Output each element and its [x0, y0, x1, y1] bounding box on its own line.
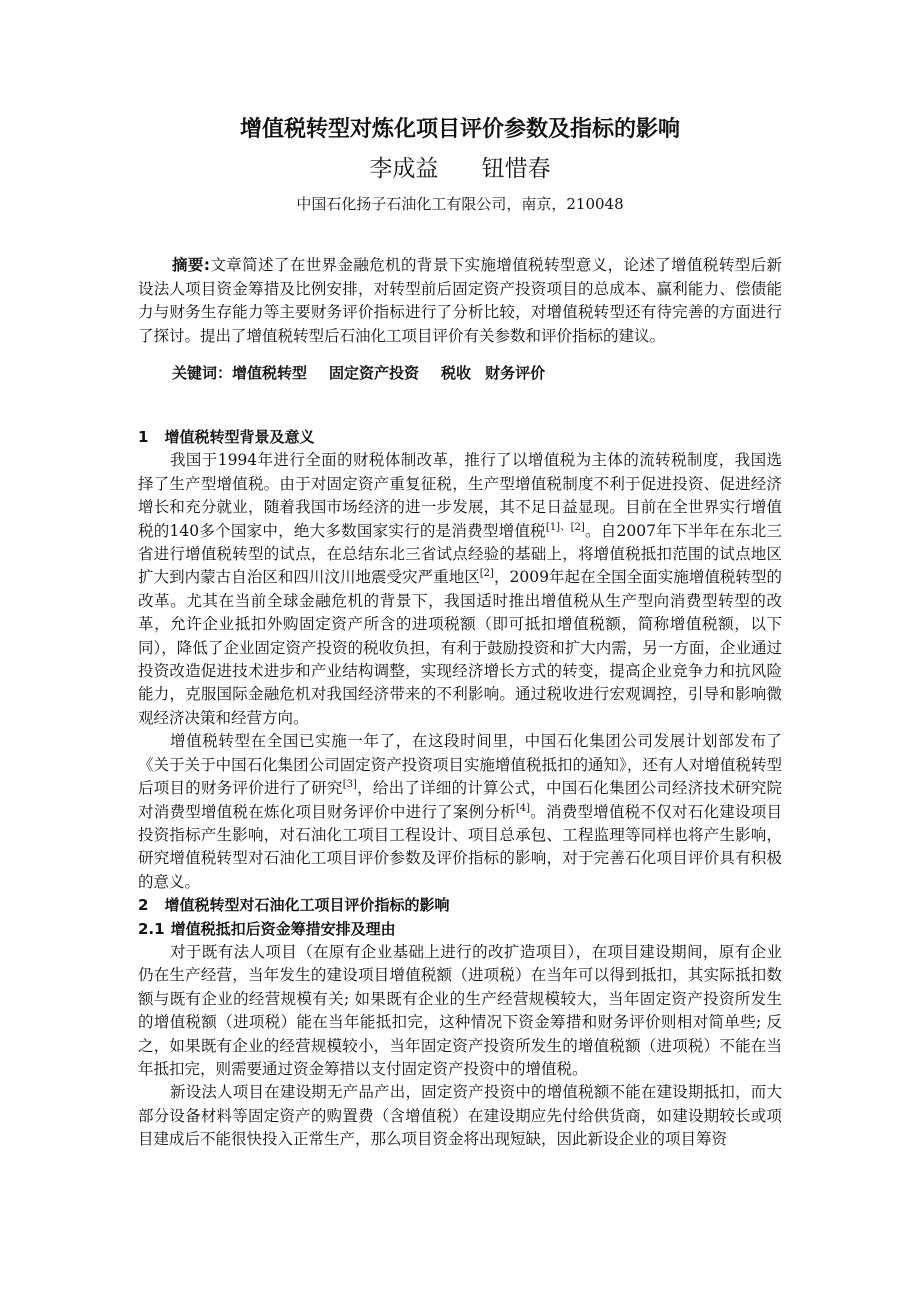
paragraph: 对于既有法人项目（在原有企业基础上进行的改扩造项目），在项目建设期间，原有企业仍在生产经营，当年发生的建设项目增值税额（进项税）在当年可以得到抵扣，其实际抵扣数额与既有企业的经营规模有关; 如果既有企业的生产经营规模较大，当年固定资产投资所发生的增值税额（进项税）能在当年能抵扣完，这种情况下资金筹措和财务评价则相对简单些; 反之，如果既有企业的经营规模较小，当年固定资产投资所发生的增值税额（进项税）不能在当年抵扣完，则需要通过资金筹措以支付固定资产投资中的增值税。 [138, 942, 782, 1078]
abstract-label: 摘要: [172, 256, 210, 274]
author-name: 李成益 [369, 156, 439, 182]
subsection-number: 2.1 [138, 919, 165, 938]
section-heading [138, 426, 782, 449]
keyword: 固定资产投资 [329, 364, 420, 382]
paragraph-text: 我国于1994年进行全面的财税体制改革，推行了以增值税为主体的流转税制度，我国选择了生产型增值税。由于对固定资产重复征税，生产型增值税制度不利于促进投资、促进经济增长和充分就业，随着我国市场经济的进一步发展，其不足日益显现。目前在全世界实行增值税的140多个国家中，绝大多数国家实行的是消费型增值税 [138, 451, 782, 540]
section-number: 1 [138, 428, 149, 446]
affiliation: 中国石化扬子石油化工有限公司，南京，210048 [296, 195, 624, 213]
author-list [0, 154, 920, 184]
paragraph-text: 。自2007年下半年在东北三省进行增值税转型的试点，在总结东北三省试点经验的基础上，将增值税抵扣范围的试点地区扩大到内蒙古自治区和四川汶川地震受灾严重地区 [138, 521, 782, 587]
keywords [172, 362, 792, 384]
abstract [138, 254, 782, 348]
paragraph-text: ，2009年起在全国全面实施增值税转型的改革。尤其在当前全球金融危机的背景下，我国适时推出增值税从生产型向消费型转型的改革，允许企业抵扣外购固定资产所含的进项税额（即可抵扣增值税额，简称增值税额，以下同），降低了企业固定资产投资的税收负担，有利于鼓励投资和扩大内需，另一方面，企业通过投资改造促进技术进步和产业结构调整，实现经济增长方式的转变，提高企业竞争力和抗风险能力，克服国际金融危机对我国经济带来的不利影响。通过税收进行宏观调控，引导和影响微观经济决策和经营方向。 [138, 568, 782, 727]
citation: [2] [479, 568, 494, 580]
paragraph-text: 增值税转型在全国已实施一年了，在这段时间里，中国石化集团公司发展计划部发布了《关于关于中国石化集团公司固定资产投资项目实施增值税抵扣的通知》，还有人对增值税转型后项目的财务评价进行了研究 [138, 732, 782, 798]
citation: [1]、[2] [545, 521, 585, 533]
paper-title: 增值税转型对炼化项目评价参数及指标的影响 [239, 117, 680, 142]
section-title: 增值税转型背景及意义 [164, 428, 315, 446]
paragraph-text: ，给出了详细的计算公式，中国石化集团公司经济技术研究院对消费型增值税在炼化项目财务评价中进行了案例分析 [138, 779, 782, 821]
section-number: 2 [138, 896, 149, 915]
abstract-text: 文章简述了在世界金融危机的背景下实施增值税转型意义，论述了增值税转型后新设法人项目资金筹措及比例安排，对转型前后固定资产投资项目的总成本、赢利能力、偿债能力与财务生存能力等主要财务评价指标进行了分析比较，对增值税转型还有待完善的方面进行了探讨。提出了增值税转型后石油化工项目评价有关参数和评价指标的建议。 [138, 256, 782, 345]
author-name: 钮惜春 [481, 156, 551, 182]
paragraph: 新设法人项目在建设期无产品产出，固定资产投资中的增值税额不能在建设期抵扣，而大部分设备材料等固定资产的购置费（含增值税）在建设期应先付给供货商，如建设期较长或项目建成后不能很快投入正常生产，那么项目资金将出现短缺，因此新设企业的项目筹资 [138, 1083, 782, 1149]
body-text [138, 426, 782, 1152]
keyword: 财务评价 [485, 364, 546, 382]
keyword: 税收 [441, 364, 472, 382]
subsection-heading [138, 918, 782, 941]
subsection-title: 增值税抵扣后资金筹措安排及理由 [170, 919, 396, 938]
paragraph-text: 。消费型增值税不仅对石化建设项目投资指标产生影响，对石油化工项目工程设计、项目总承包、工程监理等同样也将产生影响，研究增值税转型对石油化工项目评价参数及评价指标的影响，对于完善石化项目评价具有积极的意义。 [138, 802, 782, 891]
citation: [3] [342, 778, 357, 790]
section-heading [138, 894, 782, 917]
citation: [4] [515, 802, 531, 814]
keyword: 增值税转型 [232, 364, 308, 382]
keywords-label: 关键词： [172, 364, 233, 382]
paragraph [138, 449, 782, 730]
paragraph [138, 730, 782, 894]
section-title: 增值税转型对石油化工项目评价指标的影响 [164, 896, 450, 915]
